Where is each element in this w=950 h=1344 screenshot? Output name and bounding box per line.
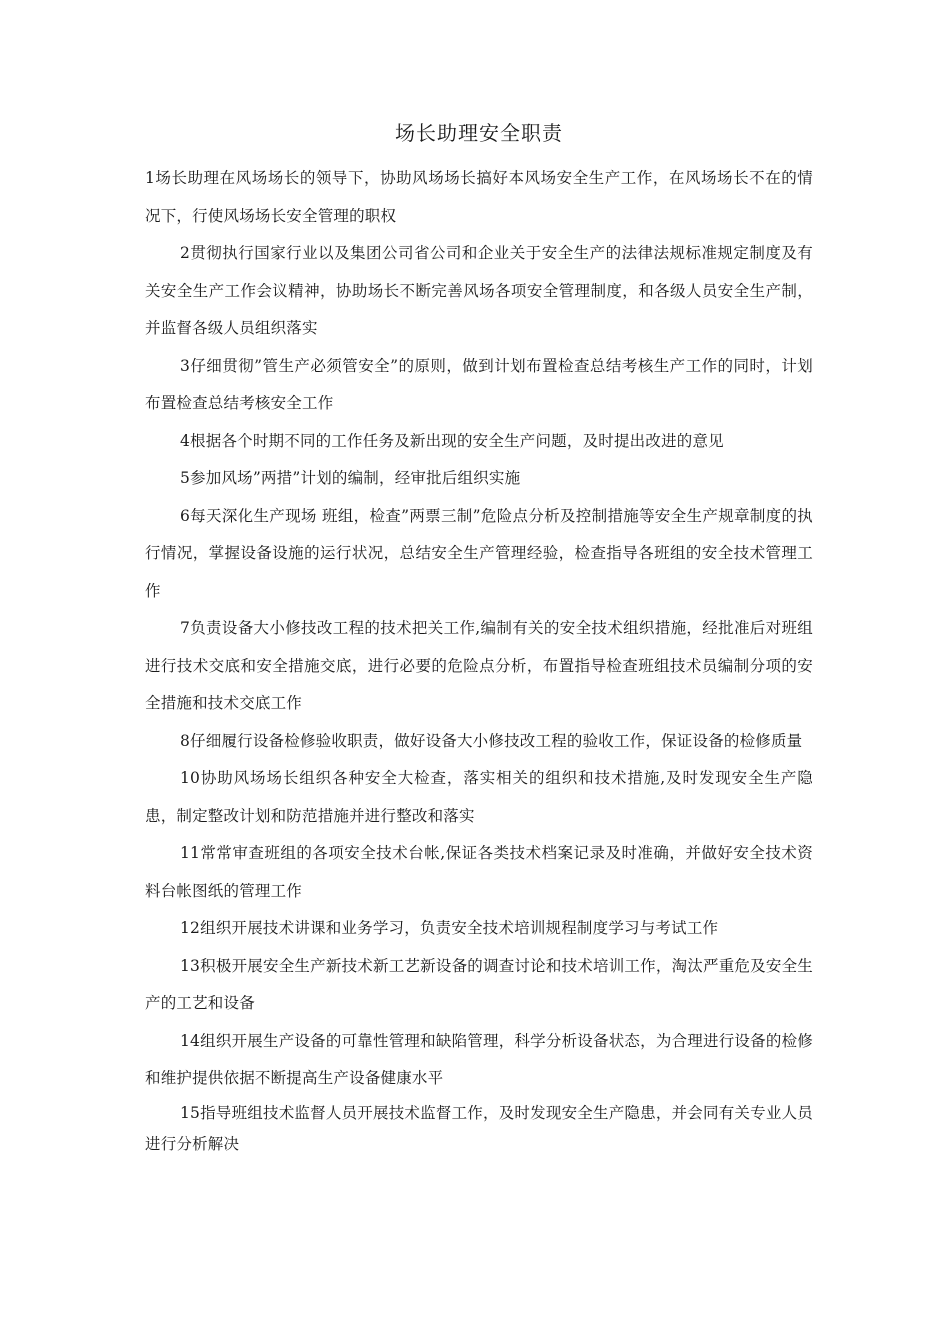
paragraph-12: 12组织开展技术讲课和业务学习，负责安全技术培训规程制度学习与考试工作 — [180, 919, 719, 937]
paragraph-6: 6每天深化生产现场 班组，检查”两票三制”危险点分析及控制措施等安全生产规章制度的执行情况，掌握设备设施的运行状况，总结安全生产管理经验，检查指导各班组的安全技术管理工作 — [145, 506, 813, 600]
paragraph-5: 5参加风场”两措”计划的编制，经审批后组织实施 — [180, 469, 521, 487]
paragraph-15: 15指导班组技术监督人员开展技术监督工作，及时发现安全生产隐患，并会同有关专业人员进行分析解决 — [145, 1103, 813, 1153]
paragraph-1: 1场长助理在风场场长的领导下，协助风场场长搞好本风场安全生产工作，在风场场长不在的情况下，行使风场场长安全管理的职权 — [145, 169, 813, 225]
paragraph-10: 10协助风场场长组织各种安全大检查，落实相关的组织和技术措施,及时发现安全生产隐患，制定整改计划和防范措施并进行整改和落实 — [145, 769, 813, 825]
paragraph-8: 8仔细履行设备检修验收职责，做好设备大小修技改工程的验收工作，保证设备的检修质量 — [180, 731, 803, 750]
paragraph-13: 13积极开展安全生产新技术新工艺新设备的调查讨论和技术培训工作，淘汰严重危及安全生产的工艺和设备 — [145, 956, 813, 1012]
paragraph-7: 7负责设备大小修技改工程的技术把关工作,编制有关的安全技术组织措施，经批准后对班组进行技术交底和安全措施交底，进行必要的危险点分析，布置指导检查班组技术员编制分项的安全措施和技术交底工作 — [145, 619, 813, 712]
paragraph-14: 14组织开展生产设备的可靠性管理和缺陷管理，科学分析设备状态，为合理进行设备的检修和维护提供依据不断提高生产设备健康水平 — [145, 1031, 813, 1087]
paragraph-2: 2贯彻执行国家行业以及集团公司省公司和企业关于安全生产的法律法规标准规定制度及有关安全生产工作会议精神，协助场长不断完善风场各项安全管理制度，和各级人员安全生产制，并监督各级人员组织落实 — [145, 244, 813, 337]
document-title: 场长助理安全职责 — [395, 121, 563, 145]
paragraph-3: 3仔细贯彻”管生产必须管安全”的原则，做到计划布置检查总结考核生产工作的同时，计划布置检查总结考核安全工作 — [145, 356, 813, 412]
paragraph-4: 4根据各个时期不同的工作任务及新出现的安全生产问题，及时提出改进的意见 — [180, 431, 724, 450]
paragraph-11: 11常常审查班组的各项安全技术台帐,保证各类技术档案记录及时准确，并做好安全技术资料台帐图纸的管理工作 — [145, 844, 813, 900]
document-page — [145, 118, 813, 1160]
